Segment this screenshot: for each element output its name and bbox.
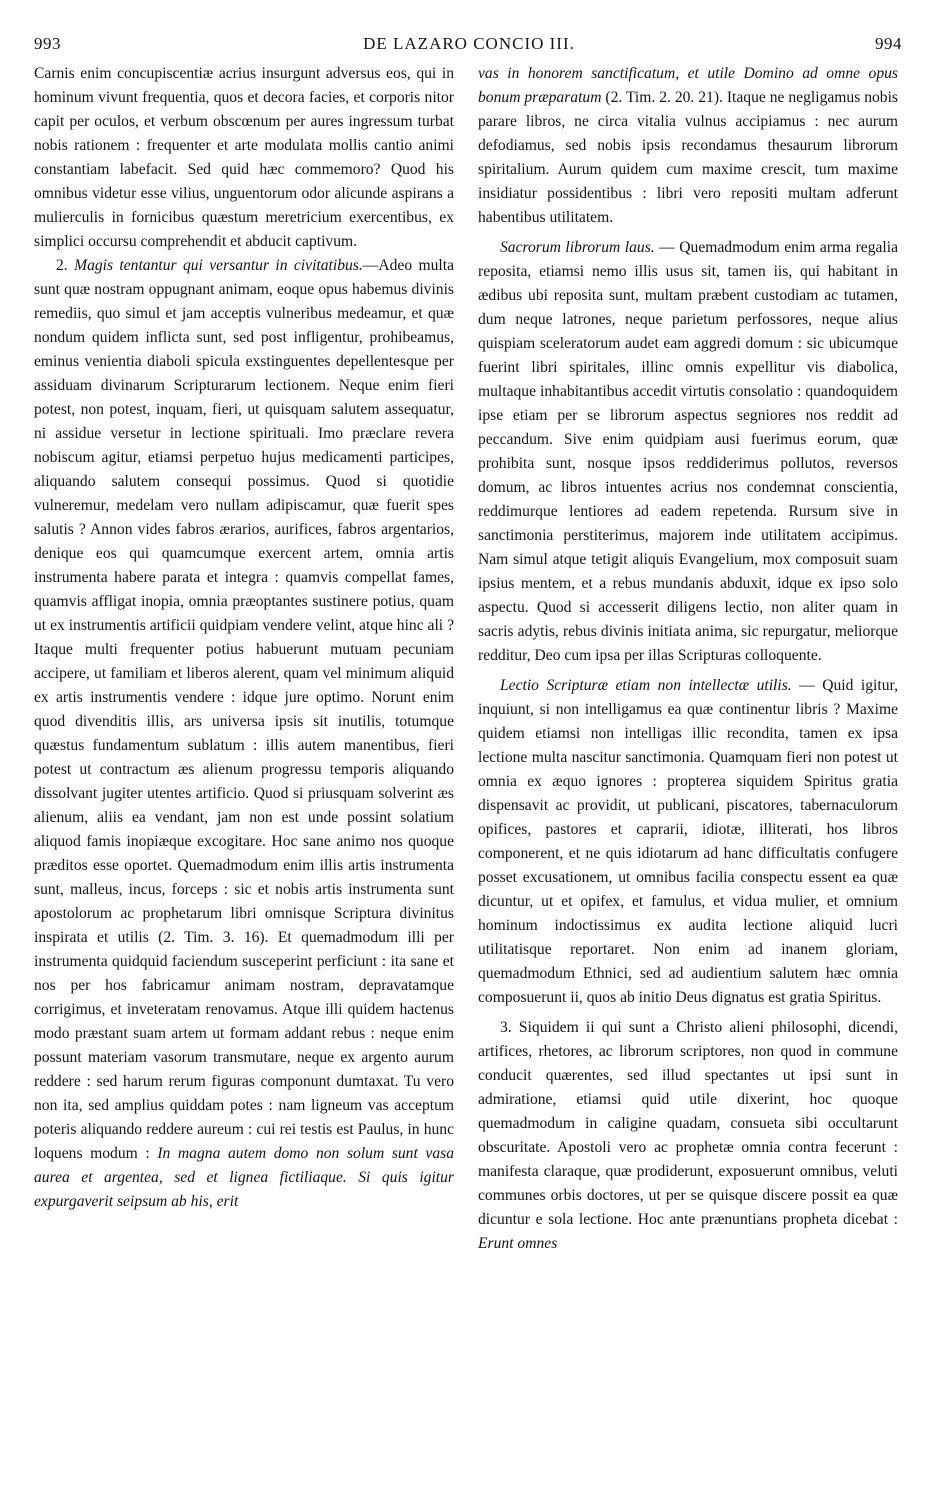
paragraph: [478, 62, 898, 230]
paragraph-text: (2. Tim. 2. 20. 21). Itaque ne negligamus nobis parare libros, ne circa vitalia vulnus accipiamus : nec aurum defodiamus, sed nobis ipsis recondamus thesaurum librorum spiritalium. Aurum quidem cum maxime crescit, tum maxime insidiatur possidentibus : libri vero repositi multam adferunt habentibus utilitatem.: [478, 89, 898, 226]
paragraph: [34, 254, 454, 1214]
page-number-left: 993: [34, 34, 61, 53]
running-title: DE LAZARO CONCIO III.: [363, 34, 575, 53]
section-heading: Magis tentantur qui versantur in civitatibus.: [74, 257, 363, 274]
paragraph-text: — Quid igitur, inquiunt, si non intelligamus ea quæ continentur libris ? Maxime quidem etiamsi non intelligas illic recondita, tamen ex ipsa lectione multa nascitur sanctimonia. Quamquam fieri non potest ut omnia ex æquo ignores : propterea siquidem Spiritus gratia dispensavit ac providit, ut publicani, piscatores, tabernaculorum opifices, pastores et caprarii, idiotæ, illiterati, hos libros componerent, et ne quis idiotarum ad hanc difficultatis confugere posset excusationem, ut omnibus facilia conspectu essent ea quæ dicuntur, ut et opifex, et famulus, et vidua mulier, et omnium hominum indoctissimus ex audita lectione aliquid lucri utilitatisque reportaret. Non enim ad inanem gloriam, quemadmodum Ethnici, sed ad audientium salutem hæc omnia composuerunt ii, quos ab initio Deus dignatus est gratia Spiritus.: [478, 677, 898, 1006]
page-number-right: 994: [875, 34, 902, 53]
scripture-quote: Erunt omnes: [478, 1235, 558, 1252]
paragraph: [478, 236, 898, 668]
paragraph-text: Siquidem ii qui sunt a Christo alieni philosophi, dicendi, artifices, rhetores, ac librorum scriptores, non quod in commune conducit quærentes, sed illud spectantes ut ipsi sunt in admiratione, etiamsi quid utile dixerint, hoc quoque quemadmodum in caligine quadam, consueta sibi occultarunt obscuritate. Apostoli vero ac prophetæ omnia contra fecerunt : manifesta claraque, quæ prodiderunt, exposuerunt omnibus, veluti communes orbis doctores, ut per se quisque discere possit ea quæ dicuntur e sola lectione. Hoc ante prænuntians propheta dicebat :: [478, 1019, 898, 1228]
left-column: [34, 62, 454, 1214]
paragraph: Carnis enim concupiscentiæ acrius insurgunt adversus eos, qui in hominum vivunt frequentia, quos et decora facies, et corporis nitor capit per oculos, et verbum obscœnum per aures ingressum turbat nobis rationem : frequenter et arte modulata mollis cantio animi constantiam labefacit. Sed quid hæc commemoro? Quod his omnibus videtur esse vilius, unguentorum odor alicunde aspirans a mulierculis in fornicibus quæstum meretricium exercentibus, ex simplici occursu comprehendit et abducit captivum.: [34, 65, 454, 250]
section-heading: Lectio Scripturæ etiam non intellectæ utilis.: [500, 677, 792, 694]
right-column: [478, 62, 898, 1256]
section-number: 3.: [500, 1019, 512, 1036]
paragraph: [478, 1016, 898, 1256]
paragraph-text: — Quemadmodum enim arma regalia reposita, etiamsi nemo illis usus sit, tamen iis, qui habitant in ædibus ubi reposita sunt, multam præbent custodiam ac tutamen, dum neque latrones, neque parietum perfossores, neque alius quispiam sceleratorum audet eam aggredi domum : sic ubicumque fuerint libri spiritales, illinc omnis expellitur vis diabolica, multaque inhabitantibus accedit virtutis consolatio : quandoquidem ipse etiam per se librorum aspectus segniores nos reddit ad peccandum. Sive enim quidpiam ausi fuerimus eorum, quæ prohibita sunt, nosque ipsos reddiderimus pollutos, reversos domum, ac libros intuentes acrius nos condemnat conscientia, reddimurque lentiores ad eadem repetenda. Rursum sive in sanctimonia perstiterimus, majorem inde utilitatem accipimus. Nam simul atque tetigit aliquis Evangelium, mox composuit suam ipsius mentem, et a rebus mundanis abduxit, idque ex ipso solo aspectu. Quod si accesserit diligens lectio, non aliter quam in sacris adytis, rebus divinis initiata anima, sic repurgatur, meliorque redditur, Deo cum ipsa per illas Scripturas colloquente.: [478, 239, 898, 664]
section-heading: Sacrorum librorum laus.: [500, 239, 655, 256]
scripture-quote: vas in honorem sanctificatum, et utile Domino ad omne opus bonum præparatum: [478, 65, 898, 106]
scripture-quote: In magna autem domo non solum sunt vasa aurea et argentea, sed et lignea fictiliaque. Si quis igitur expurgaverit seipsum ab his, erit: [34, 1145, 455, 1210]
paragraph: [478, 674, 898, 1010]
paragraph-text: —Adeo multa sunt quæ nostram oppugnant animam, eoque opus habemus divinis remediis, quo simul et jam acceptis vulneribus medeamur, et quæ nondum quidem inflicta sunt, sed post infligentur, prohibeamus, eminus venientia diaboli spicula exstinguentes depellentesque per assiduam divinarum Scripturarum lectionem. Neque enim fieri potest, non potest, inquam, fieri, ut quisquam salutem assequatur, ni assidue versetur in lectione spirituali. Imo præclare revera nobiscum agitur, etiamsi perpetuo hujus medicamenti participes, aliquando salutem consequi possimus. Quod si quotidie vulneremur, medelam vero nullam adipiscamur, quæ fuerit spes salutis ? Annon vides fabros ærarios, aurifices, fabros argentarios, denique eos qui quamcumque exercent artem, omnia artis instrumenta habere parata et integra : quamvis compellat fames, quamvis affligat inopia, omnia præoptantes sustinere potius, quam ut ex instrumentis artificii quidpiam vendere velint, atque hinc ali ? Itaque multi frequenter potius habuerunt mutuam pecuniam accipere, ut familiam et liberos alerent, quam vel minimum aliquid ex artis instrumentis vendere : idque jure optimo. Norunt enim quod divenditis illis, ars universa ipsis sit inutilis, totumque quæstus fundamentum sublatum : illis autem manentibus, fieri potest ut contractum æs alienum progressu temporis aliquando dissolvant jugiter utentes artificio. Quod si priusquam solverint æs alienum, aliis ea vendant, jam non est unde possint solatium aliquod famis inopiæque excogitare. Hoc sane animo nos quoque præditos esse oportet. Quemadmodum enim illis artis instrumenta sunt, malleus, incus, forceps : sic et nobis artis instrumenta sunt apostolorum ac prophetarum libri omnisque Scriptura divinitus inspirata et utilis (2. Tim. 3. 16). Et quemadmodum illi per instrumenta quidquid faciendum susceperint perficiunt : ita sane et nos per hos fabricamur animam nostram, depravatamque corrigimus, et inveteratam renovamus. Atque illi quidem hactenus modo præstant suam artem ut formam addant rebus : neque enim possunt materiam vasorum transmutare, neque ex argento aurum reddere : sed harum rerum figuras componunt dumtaxat. Tu vero non ita, sed amplius quiddam potes : nam ligneum vas acceptum poteris aliquando reddere aureum : cui rei testis est Paulus, in hunc loquens modum :: [34, 257, 455, 1162]
section-number: 2.: [56, 257, 68, 274]
